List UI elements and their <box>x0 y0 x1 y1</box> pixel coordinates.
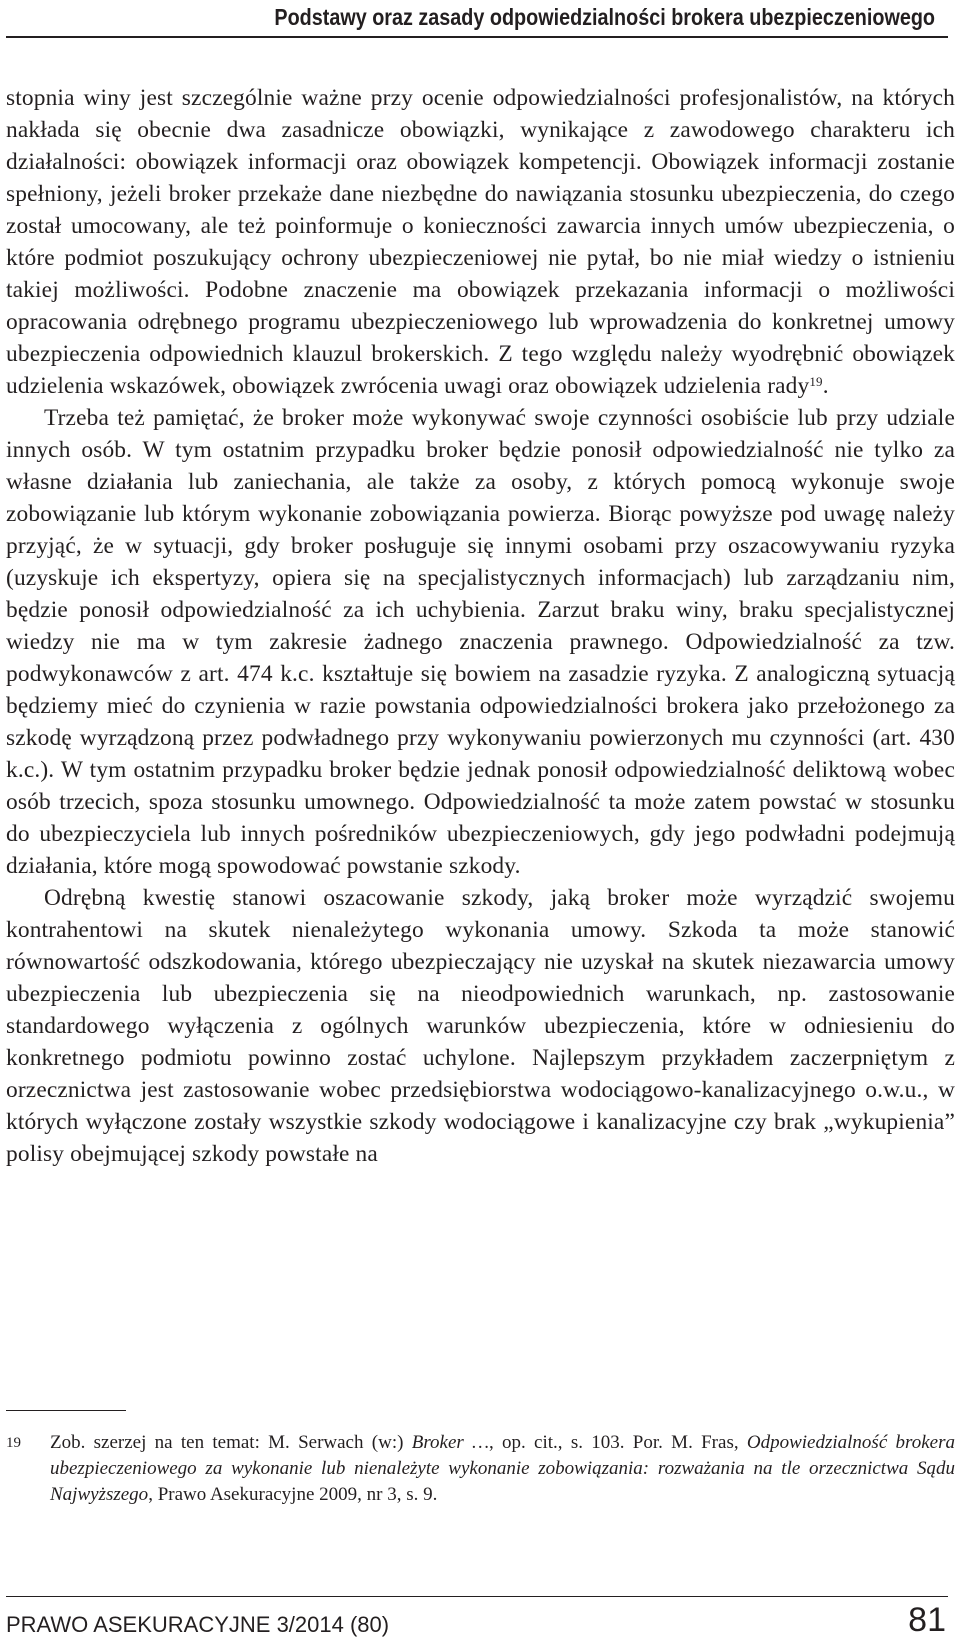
header-divider <box>6 36 948 38</box>
article-body <box>6 82 955 1170</box>
footnote-part-5: , Prawo Asekuracyjne 2009, nr 3, s. 9. <box>148 1484 438 1505</box>
footer-divider <box>6 1596 948 1597</box>
paragraph-2: Trzeba też pamiętać, że broker może wykonywać swoje czynności osobiście lub przy udziale innych osób. W tym ostatnim przypadku broker będzie ponosił odpowiedzialność nie tylko za własne działania lub zaniechania, ale także za osoby, z których pomocą wykonuje swoje zobowiązanie lub którym wykonanie zobowiązania powierza. Biorąc powyższe pod uwagę należy przyjąć, że w sytuacji, gdy broker posługuje się innymi osobami przy oszacowywaniu ryzyka (uzyskuje ich ekspertyzy, opiera się na specjalistycznych informacjach) lub zarządzaniu nim, będzie ponosił odpowiedzialność za ich uchybienia. Zarzut braku winy, braku specjalistycznej wiedzy nie ma w tym zakresie żadnego znaczenia prawnego. Odpowiedzialność za tzw. podwykonawców z art. 474 k.c. kształtuje się bowiem na zasadzie ryzyka. Z analogiczną sytuacją będziemy mieć do czynienia w razie powstania odpowiedzialności brokera jako przełożonego za szkodę wyrządzoną przez podwładnego przy wykonywaniu powierzonych mu czynności (art. 430 k.c.). W tym ostatnim przypadku broker będzie jednak ponosił odpowiedzialność deliktową wobec osób trzecich, spoza stosunku umownego. Odpowiedzialność ta może zatem powstać w stosunku do ubezpieczyciela lub innych pośredników ubezpieczeniowych, gdy jego podwładni podejmują działania, które mogą spowodować powstanie szkody. <box>6 405 955 879</box>
running-header: Podstawy oraz zasady odpowiedzialności brokera ubezpieczeniowego <box>274 4 935 30</box>
footnote-title-1: Broker … <box>411 1432 489 1453</box>
footnote-divider <box>6 1410 126 1411</box>
footnote-title-2: Odpowiedzialność brokera ubezpieczeniowego za wykonanie lub nienależyte wykonanie zobowiązania: rozważania na tle orzecznictwa Sądu Najwyższego <box>50 1432 955 1505</box>
paragraph-3: Odrębną kwestię stanowi oszacowanie szkody, jaką broker może wyrządzić swojemu kontrahentowi na skutek nienależytego wykonania umowy. Szkoda ta może stanowić równowartość odszkodowania, którego ubezpieczający nie uzyskał na skutek niezawarcia umowy ubezpieczenia lub ubezpieczenia się na nieodpowiednich warunkach, np. zastosowanie standardowego wyłączenia z ogólnych warunków ubezpieczenia, które w odniesieniu do konkretnego podmiotu powinno zostać uchylone. Najlepszym przykładem zaczerpniętym z orzecznictwa jest zastosowanie wobec przedsiębiorstwa wodociągowo-kanalizacyjnego o.w.u., w których wyłączone zostały wszystkie szkody wodociągowe i kanalizacyjne czy brak „wykupienia” polisy obejmującej szkody powstałe na <box>6 885 955 1167</box>
footnote-part-1: Zob. szerzej na ten temat: M. Serwach (w:) <box>50 1432 412 1453</box>
footnote-text <box>50 1430 955 1508</box>
page-number: 81 <box>908 1601 946 1639</box>
paragraph-1-end: . <box>822 373 829 399</box>
footnote-number: 19 <box>6 1435 21 1451</box>
footnote-reference[interactable]: 19 <box>809 374 823 389</box>
footnote <box>6 1430 955 1508</box>
paragraph-1-text: stopnia winy jest szczególnie ważne przy ocenie odpowiedzialności profesjonalistów, na których nakłada się obecnie dwa zasadnicze obowiązki, wynikające z zawodowego charakteru ich działalności: obowiązek informacji oraz obowiązek kompetencji. Obowiązek informacji zostanie spełniony, jeżeli broker przekaże dane niezbędne do nawiązania stosunku ubezpieczenia, do czego został umocowany, ale też poinformuje o konieczności zawarcia innych umów ubezpieczenia, o które podmiot poszukujący ochrony ubezpieczeniowej nie pytał, bo nie miał wiedzy o istnieniu takiej możliwości. Podobne znaczenie ma obowiązek przekazania informacji o możliwości opracowania odrębnego programu ubezpieczeniowego lub wprowadzenia do konkretnej umowy ubezpieczenia odpowiednich klauzul brokerskich. Z tego względu należy wyodrębnić obowiązek udzielenia wskazówek, obowiązek zwrócenia uwagi oraz obowiązek udzielenia rady <box>6 85 955 399</box>
footnote-part-3: , op. cit., s. 103. Por. M. Fras, <box>488 1432 747 1453</box>
paragraph-1 <box>6 82 955 402</box>
journal-name: PRAWO ASEKURACYJNE 3/2014 (80) <box>6 1612 390 1637</box>
